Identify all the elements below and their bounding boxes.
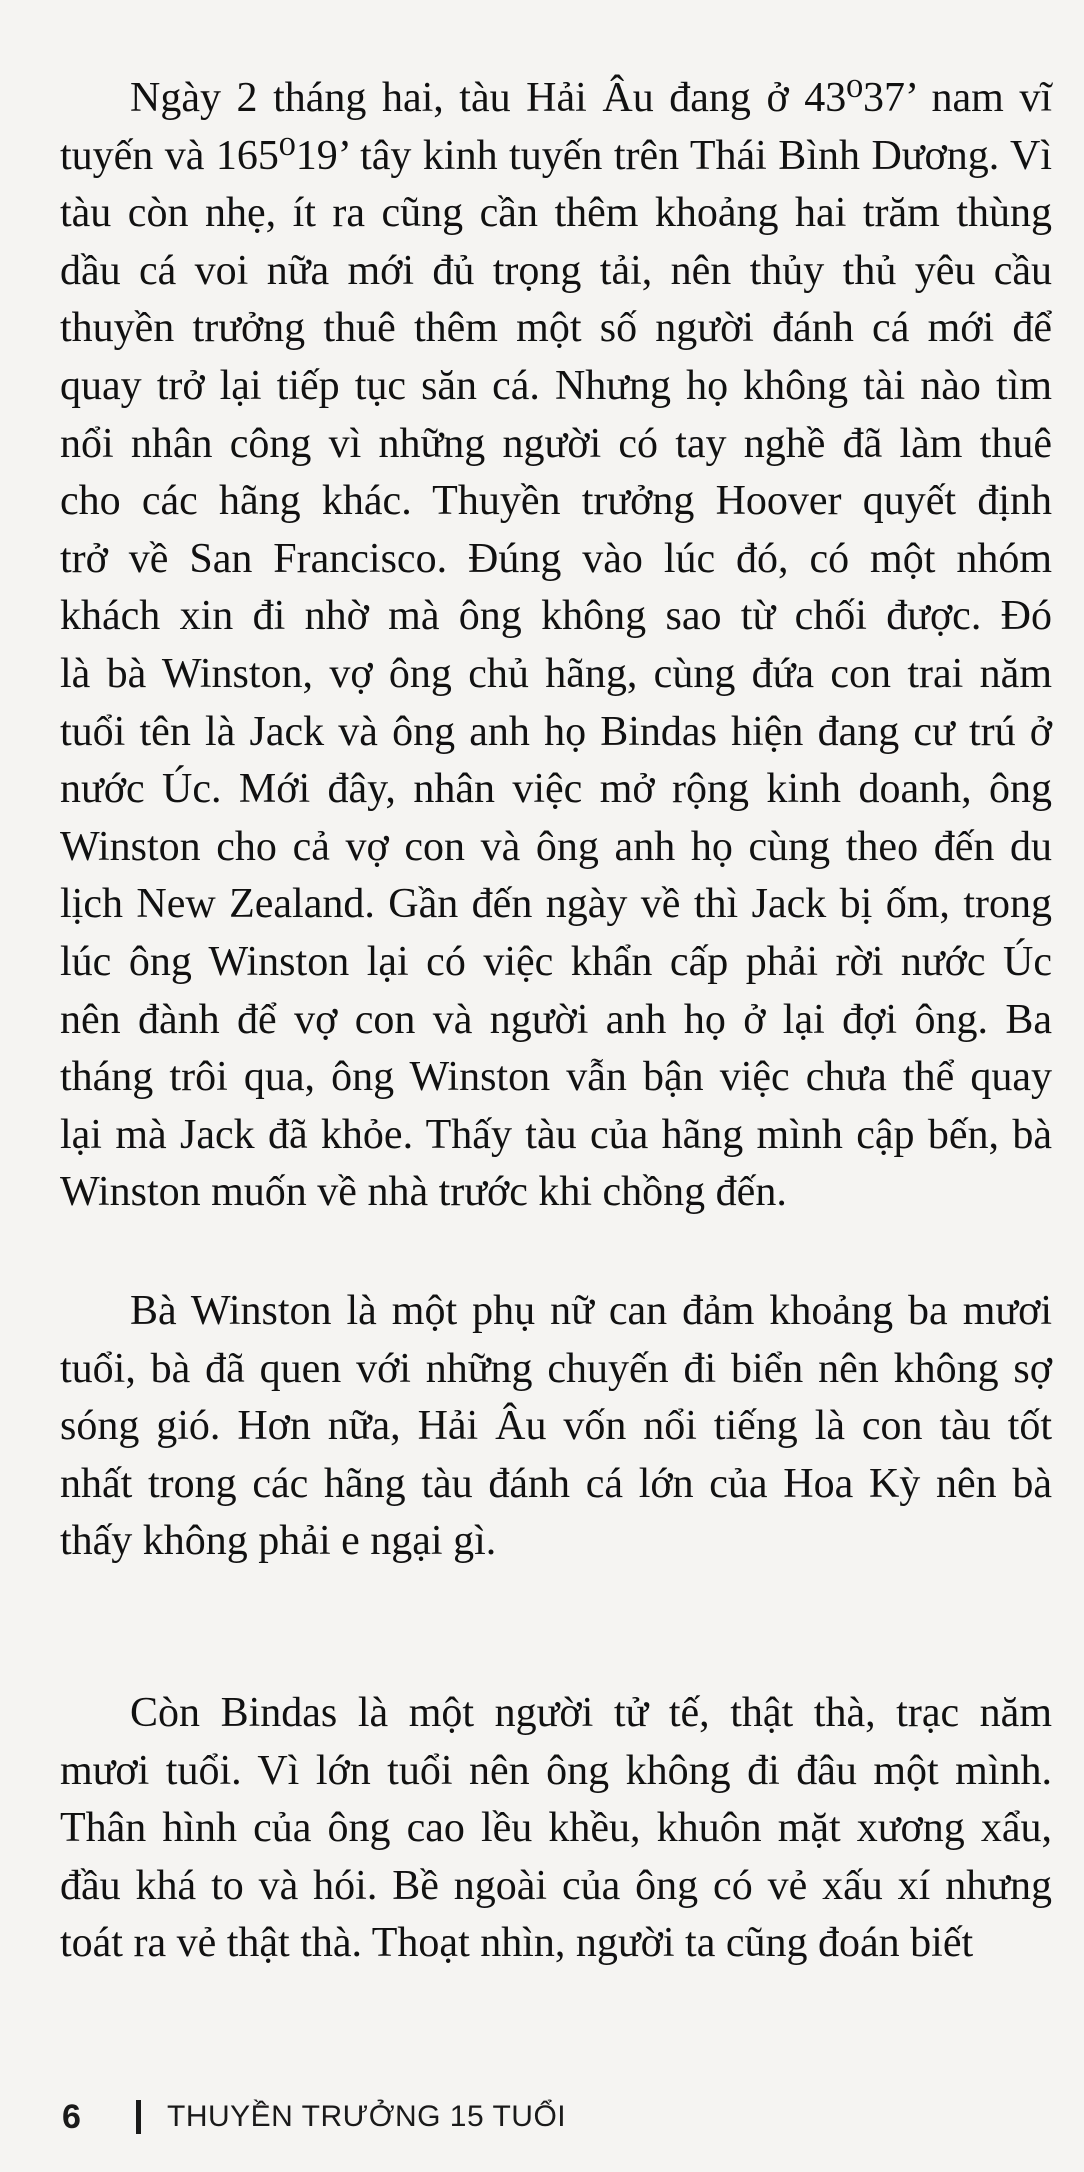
- text-line: Winston muốn về nhà trước khi chồng đến.: [60, 1169, 787, 1216]
- paragraph-1: [60, 70, 1052, 1222]
- text-line: lúc ông Winston lại có việc khẩn cấp phải rời nước Úc: [60, 938, 1052, 985]
- text-line: dầu cá voi nữa mới đủ trọng tải, nên thủy thủ yêu cầu: [60, 247, 1052, 294]
- text-line: quay trở lại tiếp tục săn cá. Nhưng họ không tài nào tìm: [60, 362, 1052, 409]
- text-line: thuyền trưởng thuê thêm một số người đánh cá mới để: [60, 305, 1052, 352]
- text-line: lại mà Jack đã khỏe. Thấy tàu của hãng mình cập bến, bà: [60, 1111, 1052, 1158]
- paragraph-2: [60, 1283, 1052, 1571]
- text-line: đầu khá to và hói. Bề ngoài của ông có vẻ xấu xí nhưng: [60, 1862, 1052, 1909]
- book-title: THUYỀN TRƯỞNG 15 TUỔI: [167, 2100, 567, 2133]
- text-line: cho các hãng khác. Thuyền trưởng Hoover quyết định: [60, 478, 1052, 525]
- text-line: Winston cho cả vợ con và ông anh họ cùng theo đến du: [60, 823, 1052, 870]
- text-line: nước Úc. Mới đây, nhân việc mở rộng kinh doanh, ông: [60, 766, 1052, 813]
- page-number: 6: [62, 2097, 81, 2136]
- text-line: mươi tuổi. Vì lớn tuổi nên ông không đi đâu một mình.: [60, 1747, 1052, 1794]
- text-line: trở về San Francisco. Đúng vào lúc đó, có một nhóm: [60, 535, 1052, 582]
- text-line: Còn Bindas là một người tử tế, thật thà, trạc năm: [130, 1690, 1052, 1736]
- text-line: sóng gió. Hơn nữa, Hải Âu vốn nổi tiếng là con tàu tốt: [60, 1403, 1052, 1450]
- text-line: nên đành để vợ con và người anh họ ở lại đợi ông. Ba: [60, 996, 1052, 1043]
- footer-divider: [136, 2100, 141, 2134]
- text-line: tháng trôi qua, ông Winston vẫn bận việc chưa thể quay: [60, 1054, 1052, 1101]
- text-line: khách xin đi nhờ mà ông không sao từ chối được. Đó: [60, 593, 1052, 640]
- text-line: Thân hình của ông cao lều khều, khuôn mặt xương xẩu,: [60, 1805, 1052, 1852]
- text-line: nổi nhân công vì những người có tay nghề đã làm thuê: [60, 420, 1052, 467]
- text-line: là bà Winston, vợ ông chủ hãng, cùng đứa con trai năm: [60, 650, 1052, 697]
- text-line: tuổi, bà đã quen với những chuyến đi biển nên không sợ: [60, 1345, 1052, 1392]
- text-line: lịch New Zealand. Gần đến ngày về thì Jack bị ốm, trong: [60, 881, 1052, 928]
- text-line: thấy không phải e ngại gì.: [60, 1518, 497, 1565]
- paragraph-3: [60, 1685, 1052, 1973]
- page-footer: [62, 2092, 566, 2142]
- text-line: Bà Winston là một phụ nữ can đảm khoảng ba mươi: [130, 1288, 1052, 1334]
- text-line: tàu còn nhẹ, ít ra cũng cần thêm khoảng hai trăm thùng: [60, 190, 1052, 237]
- text-line: tuổi tên là Jack và ông anh họ Bindas hiện đang cư trú ở: [60, 708, 1052, 755]
- text-line: toát ra vẻ thật thà. Thoạt nhìn, người ta cũng đoán biết: [60, 1920, 974, 1967]
- text-line: tuyến và 165⁰19’ tây kinh tuyến trên Thái Bình Dương. Vì: [60, 132, 1052, 179]
- text-line: Ngày 2 tháng hai, tàu Hải Âu đang ở 43⁰37’ nam vĩ: [130, 75, 1052, 121]
- text-line: nhất trong các hãng tàu đánh cá lớn của Hoa Kỳ nên bà: [60, 1460, 1052, 1507]
